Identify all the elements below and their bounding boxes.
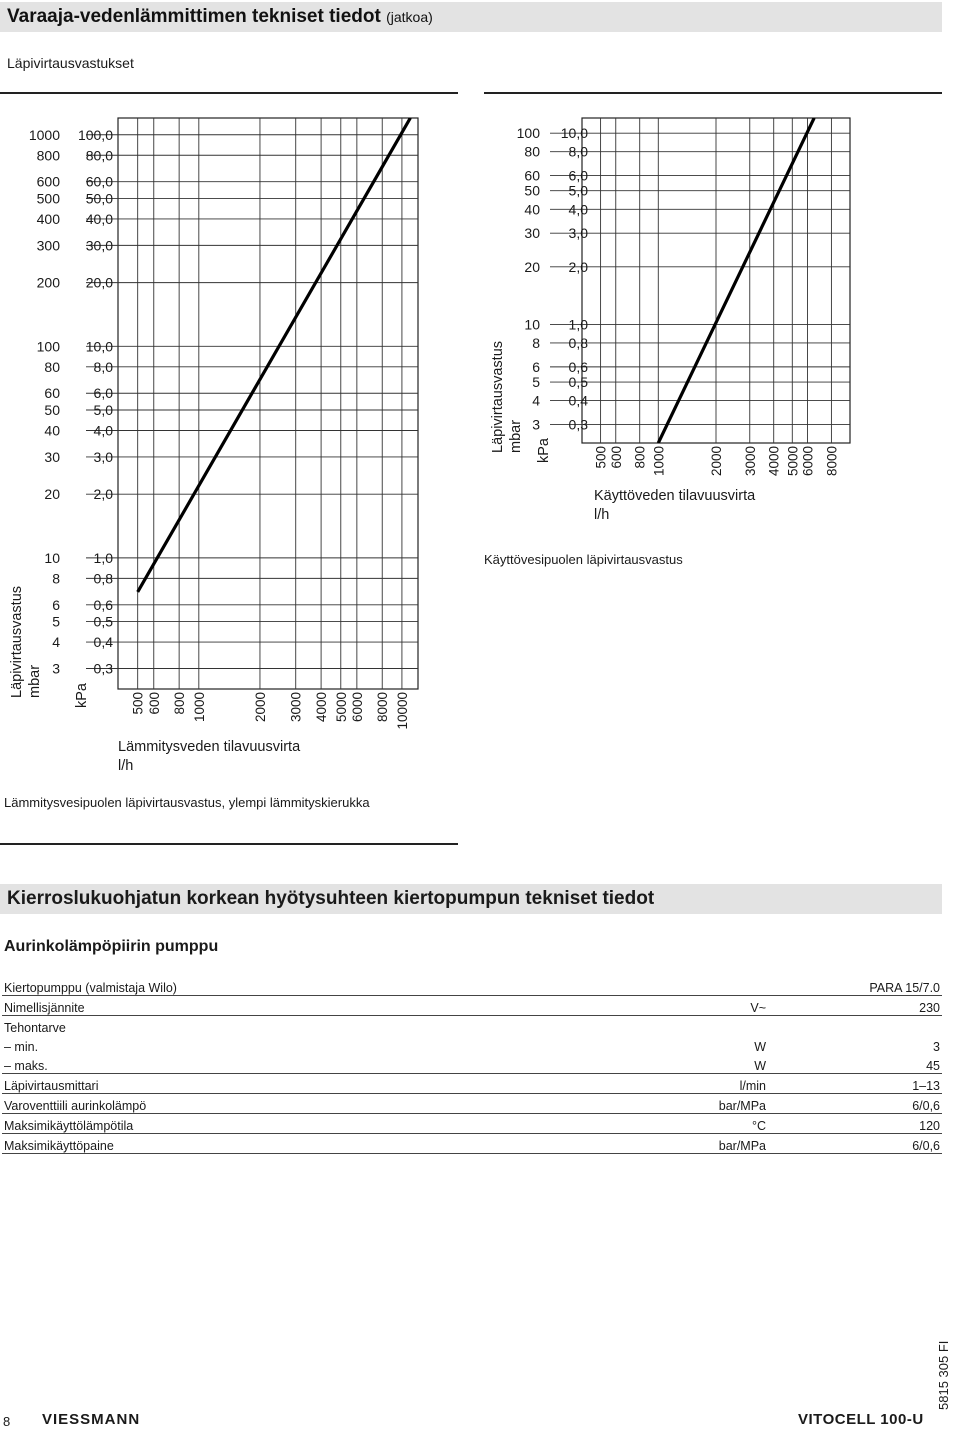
pump-section-title: Kierroslukuohjatun korkean hyötysuhteen kiertopumpun tekniset tiedot bbox=[0, 884, 942, 914]
y-tick-label-mbar: 4 bbox=[532, 392, 540, 409]
spec-unit: °C bbox=[644, 1114, 768, 1134]
pressure-drop-curve bbox=[138, 118, 411, 592]
y-tick-label-mbar: 60 bbox=[524, 167, 540, 184]
pump-section-subtitle: Aurinkolämpöpiirin pumppu bbox=[4, 938, 219, 955]
x-tick-label: 3000 bbox=[742, 446, 758, 477]
spec-label: – maks. bbox=[2, 1054, 644, 1074]
y-tick-label-kpa: 30,0 bbox=[85, 237, 113, 254]
x-tick-label: 500 bbox=[593, 446, 609, 469]
y-tick-label-mbar: 30 bbox=[44, 448, 60, 465]
y-tick-label-mbar: 20 bbox=[524, 258, 540, 275]
y-tick-label-mbar: 500 bbox=[36, 190, 60, 207]
y-tick-label-mbar: 800 bbox=[36, 147, 60, 164]
x-tick-label: 2000 bbox=[709, 446, 724, 477]
y-tick-label-kpa: 40,0 bbox=[85, 210, 113, 227]
spec-value: 45 bbox=[768, 1054, 942, 1074]
y-tick-label-mbar: 6 bbox=[52, 596, 60, 613]
x-tick-label: 4000 bbox=[766, 446, 782, 477]
spec-unit bbox=[644, 1016, 768, 1036]
y-tick-label-mbar: 10 bbox=[524, 316, 540, 333]
y-axis-label: Läpivirtausvastus bbox=[490, 340, 506, 453]
y-tick-label-mbar: 40 bbox=[44, 422, 60, 439]
y-tick-label-mbar: 8 bbox=[532, 334, 540, 351]
y-tick-label-mbar: 6 bbox=[532, 358, 540, 375]
spec-label: Maksimikäyttöpaine bbox=[2, 1134, 644, 1154]
pump-spec-table bbox=[2, 976, 942, 1154]
y-tick-label-mbar: 50 bbox=[44, 402, 60, 419]
x-tick-label: 4000 bbox=[314, 692, 330, 723]
x-tick-label: 10000 bbox=[394, 692, 410, 730]
y-tick-label-kpa: 0,3 bbox=[93, 660, 113, 677]
y-tick-label-kpa: 4,0 bbox=[568, 201, 588, 218]
divider-right bbox=[484, 92, 942, 94]
y-tick-label-mbar: 100 bbox=[516, 125, 540, 142]
y-tick-label-kpa: 1,0 bbox=[568, 316, 588, 333]
y-tick-label-mbar: 80 bbox=[44, 358, 60, 375]
spec-label: – min. bbox=[4, 1040, 39, 1054]
y-tick-label-kpa: 0,8 bbox=[568, 334, 588, 351]
y-tick-label-mbar: 10 bbox=[44, 549, 60, 566]
y-tick-label-mbar: 40 bbox=[524, 201, 540, 218]
y-tick-label-mbar: 3 bbox=[532, 416, 540, 433]
y-tick-label-kpa: 100,0 bbox=[77, 126, 113, 143]
x-tick-label: 500 bbox=[130, 692, 146, 715]
y-tick-label-mbar: 200 bbox=[36, 274, 60, 291]
y-tick-label-mbar: 30 bbox=[524, 225, 540, 242]
y-tick-label-kpa: 8,0 bbox=[93, 358, 113, 375]
spec-value: 1–13 bbox=[768, 1074, 942, 1094]
y-tick-label-kpa: 0,8 bbox=[93, 570, 113, 587]
spec-unit: V~ bbox=[644, 996, 768, 1016]
x-tick-label: 6000 bbox=[349, 692, 365, 723]
x-tick-label: 600 bbox=[146, 692, 162, 715]
y-tick-label-kpa: 4,0 bbox=[93, 422, 113, 439]
y-tick-label-kpa: 0,4 bbox=[568, 392, 588, 409]
spec-label: Varoventtiili aurinkolämpö bbox=[2, 1094, 644, 1114]
section-pressure-drop-heading: Läpivirtausvastukset bbox=[7, 55, 134, 71]
heating-water-pressure-drop-chart bbox=[0, 100, 470, 780]
x-axis-unit: l/h bbox=[594, 507, 610, 523]
y-tick-label-mbar: 20 bbox=[44, 486, 60, 503]
y-tick-label-kpa: 20,0 bbox=[85, 274, 113, 291]
page-title: Varaaja-vedenlämmittimen tekniset tiedot bbox=[7, 6, 381, 27]
spec-unit: bar/MPa bbox=[644, 1094, 768, 1114]
x-tick-label: 2000 bbox=[252, 692, 268, 723]
spec-label: Kiertopumppu (valmistaja Wilo) bbox=[2, 976, 644, 996]
spec-row bbox=[2, 1094, 942, 1114]
page-title-continued: (jatkoa) bbox=[386, 9, 433, 25]
y-tick-label-mbar: 400 bbox=[36, 210, 60, 227]
spec-value: 3 bbox=[933, 1040, 940, 1054]
y-axis-unit-mbar: mbar bbox=[508, 419, 524, 453]
spec-value bbox=[768, 1016, 942, 1036]
pressure-drop-curve bbox=[658, 118, 814, 443]
y-axis-unit-kpa: kPa bbox=[536, 438, 552, 463]
y-axis-unit-mbar: mbar bbox=[27, 664, 43, 698]
spec-row bbox=[2, 976, 942, 996]
x-tick-label: 8000 bbox=[375, 692, 391, 723]
spec-value: 6/0,6 bbox=[768, 1134, 942, 1154]
spec-unit: l/min bbox=[644, 1074, 768, 1094]
document-number bbox=[932, 1322, 954, 1410]
x-tick-label: 6000 bbox=[800, 446, 816, 477]
x-tick-label: 600 bbox=[608, 446, 624, 469]
y-tick-label-kpa: 0,5 bbox=[568, 374, 588, 391]
spec-row bbox=[2, 996, 942, 1016]
y-tick-label-mbar: 1000 bbox=[28, 126, 60, 143]
x-axis-unit: l/h bbox=[118, 758, 134, 774]
y-tick-label-kpa: 3,0 bbox=[93, 448, 113, 465]
x-tick-label: 800 bbox=[632, 446, 648, 469]
y-tick-label-mbar: 5 bbox=[532, 374, 540, 391]
plot-frame bbox=[118, 118, 418, 689]
spec-label: Läpivirtausmittari bbox=[2, 1074, 644, 1094]
x-tick-label: 800 bbox=[172, 692, 188, 715]
y-tick-label-mbar: 60 bbox=[44, 385, 60, 402]
y-tick-label-mbar: 600 bbox=[36, 173, 60, 190]
x-axis-label: Lämmitysveden tilavuusvirta bbox=[118, 739, 301, 755]
spec-label: Maksimikäyttölämpötila bbox=[2, 1114, 644, 1134]
chart2-caption: Käyttövesipuolen läpivirtausvastus bbox=[484, 552, 683, 567]
y-tick-label-kpa: 6,0 bbox=[568, 167, 588, 184]
y-tick-label-kpa: 0,3 bbox=[568, 416, 588, 433]
spec-value: 230 bbox=[768, 996, 942, 1016]
spec-row bbox=[2, 1114, 942, 1134]
y-tick-label-kpa: 2,0 bbox=[568, 258, 588, 275]
spec-unit bbox=[644, 976, 768, 996]
y-tick-label-kpa: 6,0 bbox=[93, 385, 113, 402]
spec-row bbox=[2, 1016, 942, 1036]
spec-unit: W bbox=[754, 1040, 766, 1054]
x-axis-label: Käyttöveden tilavuusvirta bbox=[594, 488, 756, 504]
x-tick-label: 8000 bbox=[824, 446, 840, 477]
spec-value: PARA 15/7.0 bbox=[768, 976, 942, 996]
y-tick-label-kpa: 10,0 bbox=[560, 125, 588, 142]
spec-value: 6/0,6 bbox=[768, 1094, 942, 1114]
spec-unit: bar/MPa bbox=[644, 1134, 768, 1154]
divider-bottom bbox=[0, 843, 458, 845]
y-tick-label-kpa: 1,0 bbox=[93, 549, 113, 566]
dhw-pressure-drop-chart bbox=[482, 100, 960, 530]
y-tick-label-kpa: 80,0 bbox=[85, 147, 113, 164]
x-tick-label: 5000 bbox=[333, 692, 349, 723]
page-title-bar bbox=[0, 2, 942, 32]
y-tick-label-kpa: 5,0 bbox=[93, 402, 113, 419]
brand-logo: VIESSMANN bbox=[42, 1411, 141, 1428]
y-tick-label-mbar: 8 bbox=[52, 570, 60, 587]
y-axis-label: Läpivirtausvastus bbox=[9, 585, 25, 698]
spec-row bbox=[2, 1134, 942, 1154]
y-tick-label-kpa: 5,0 bbox=[568, 182, 588, 199]
document-number-text: 5815 305 FI bbox=[936, 1340, 951, 1410]
y-tick-label-kpa: 0,6 bbox=[568, 358, 588, 375]
y-tick-label-mbar: 5 bbox=[52, 613, 60, 630]
y-tick-label-kpa: 8,0 bbox=[568, 143, 588, 160]
x-tick-label: 1000 bbox=[191, 692, 207, 723]
spec-row bbox=[2, 1054, 942, 1074]
y-tick-label-kpa: 0,4 bbox=[93, 634, 113, 651]
spec-row bbox=[2, 1074, 942, 1094]
divider-left bbox=[0, 92, 458, 94]
spec-unit: W bbox=[644, 1054, 768, 1074]
spec-label: Tehontarve bbox=[4, 1021, 66, 1035]
spec-row bbox=[2, 1035, 942, 1054]
product-name: VITOCELL 100-U bbox=[798, 1411, 924, 1428]
spec-value: 120 bbox=[768, 1114, 942, 1134]
y-tick-label-kpa: 2,0 bbox=[93, 486, 113, 503]
spec-label: Nimellisjännite bbox=[2, 996, 644, 1016]
chart1-caption: Lämmitysvesipuolen läpivirtausvastus, ylempi lämmityskierukka bbox=[4, 795, 370, 810]
x-tick-label: 3000 bbox=[288, 692, 304, 723]
y-tick-label-kpa: 0,6 bbox=[93, 596, 113, 613]
y-tick-label-mbar: 3 bbox=[52, 660, 60, 677]
x-tick-label: 1000 bbox=[651, 446, 667, 477]
y-tick-label-mbar: 100 bbox=[36, 338, 60, 355]
page-number: 8 bbox=[3, 1414, 11, 1429]
y-axis-unit-kpa: kPa bbox=[74, 683, 90, 708]
y-tick-label-kpa: 50,0 bbox=[85, 190, 113, 207]
y-tick-label-kpa: 60,0 bbox=[85, 173, 113, 190]
x-tick-label: 5000 bbox=[785, 446, 801, 477]
y-tick-label-mbar: 50 bbox=[524, 182, 540, 199]
y-tick-label-mbar: 80 bbox=[524, 143, 540, 160]
y-tick-label-kpa: 10,0 bbox=[85, 338, 113, 355]
y-tick-label-mbar: 300 bbox=[36, 237, 60, 254]
y-tick-label-mbar: 4 bbox=[52, 634, 60, 651]
y-tick-label-kpa: 0,5 bbox=[93, 613, 113, 630]
y-tick-label-kpa: 3,0 bbox=[568, 225, 588, 242]
